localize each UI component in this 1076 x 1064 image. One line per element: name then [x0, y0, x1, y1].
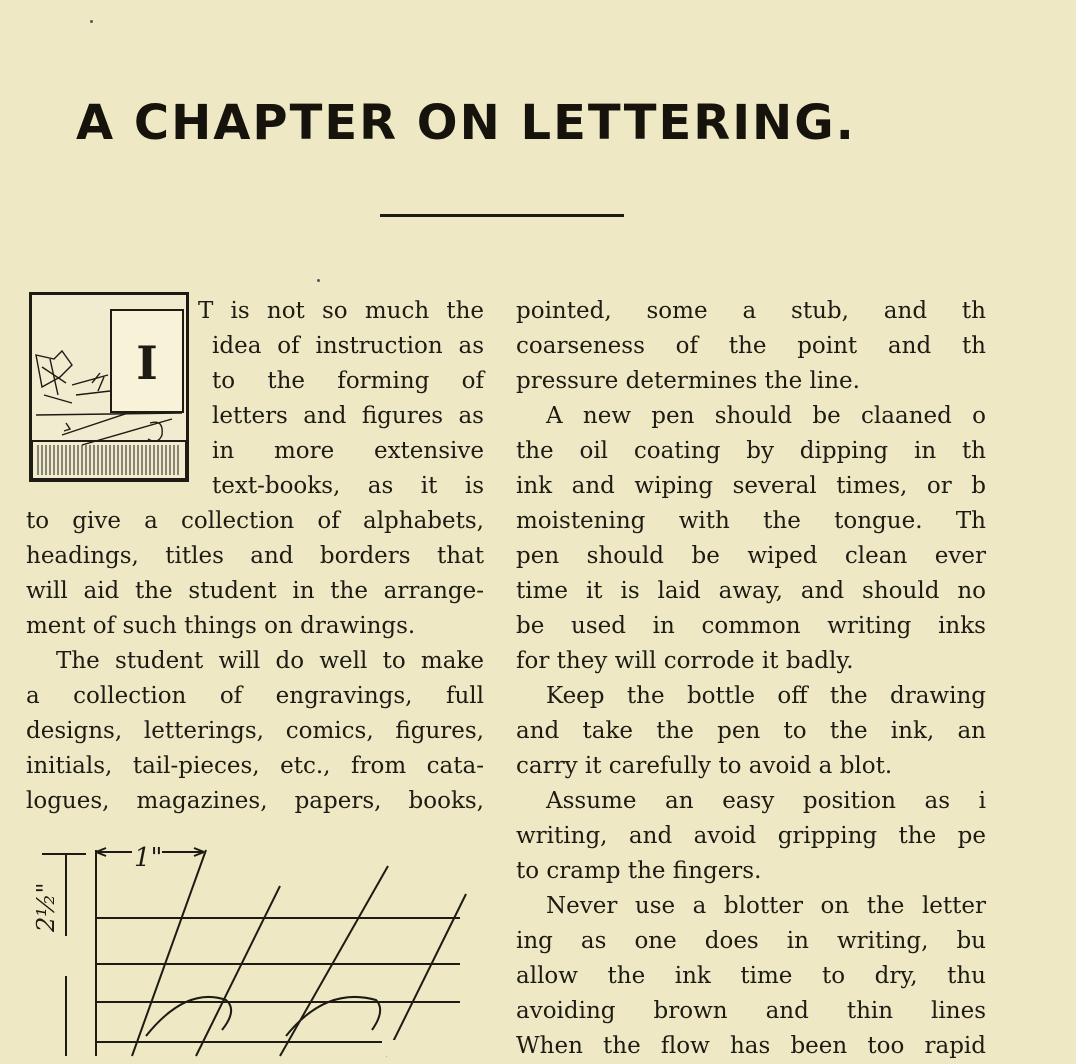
text-line: to give a collection of alphabets,	[26, 508, 484, 534]
text-line: letters and figures as	[212, 403, 484, 429]
text-line: for they will corrode it badly.	[516, 648, 854, 674]
text-line: Never use a blotter on the letter	[546, 893, 986, 919]
left-column-text	[26, 504, 484, 819]
figure-width-label: 1"	[134, 843, 163, 873]
page-title: A CHAPTER ON LETTERING.	[76, 95, 856, 151]
figure-height-label: 2½"	[32, 882, 60, 932]
text-line: to the forming of	[212, 368, 484, 394]
text-line: will aid the student in the arrange-	[26, 578, 484, 604]
text-line: coarseness of the point and th	[516, 333, 986, 359]
text-line: T is not so much the	[198, 298, 484, 324]
text-line: idea of instruction as	[212, 333, 484, 359]
drop-initial	[29, 292, 189, 482]
title-divider	[380, 214, 624, 217]
page-speck	[90, 20, 93, 23]
lettering-guide-figure	[32, 836, 476, 1060]
text-line: When the flow has been too rapid	[516, 1033, 986, 1059]
text-line: and take the pen to the ink, an	[516, 718, 986, 744]
text-line: A new pen should be claaned o	[546, 403, 986, 429]
right-column-text	[516, 294, 986, 1064]
text-line: pointed, some a stub, and th	[516, 298, 986, 324]
text-line: initials, tail-pieces, etc., from cata-	[26, 753, 484, 779]
initial-letter: I	[110, 309, 184, 413]
text-line: The student will do well to make	[56, 648, 484, 674]
text-line: writing, and avoid gripping the pe	[516, 823, 986, 849]
text-line: Keep the bottle off the drawing	[546, 683, 986, 709]
text-line: allow the ink time to dry, thu	[516, 963, 986, 989]
text-line: the oil coating by dipping in th	[516, 438, 986, 464]
page-speck	[317, 279, 320, 282]
guide-lines-diagram	[32, 836, 476, 1056]
text-line: Assume an easy position as i	[546, 788, 986, 814]
text-line: be used in common writing inks	[516, 613, 986, 639]
text-line: ing as one does in writing, bu	[516, 928, 986, 954]
text-line: avoiding brown and thin lines	[516, 998, 986, 1024]
text-line: in more extensive	[212, 438, 484, 464]
text-line: to cramp the fingers.	[516, 858, 762, 884]
text-line: designs, letterings, comics, figures,	[26, 718, 484, 744]
text-line: ink and wiping several times, or b	[516, 473, 986, 499]
text-line: time it is laid away, and should no	[516, 578, 986, 604]
text-line: carry it carefully to avoid a blot.	[516, 753, 893, 779]
text-line: pen should be wiped clean ever	[516, 543, 986, 569]
text-line: moistening with the tongue. Th	[516, 508, 986, 534]
page-blank-area	[382, 1040, 482, 1056]
text-line: ment of such things on drawings.	[26, 613, 416, 639]
left-column-wrapped-text	[198, 294, 484, 504]
text-line: pressure determines the line.	[516, 368, 860, 394]
text-line: text-books, as it is	[212, 473, 484, 499]
text-line: headings, titles and borders that	[26, 543, 484, 569]
text-line: logues, magazines, papers, books,	[26, 788, 484, 814]
text-line: a collection of engravings, full	[26, 683, 484, 709]
